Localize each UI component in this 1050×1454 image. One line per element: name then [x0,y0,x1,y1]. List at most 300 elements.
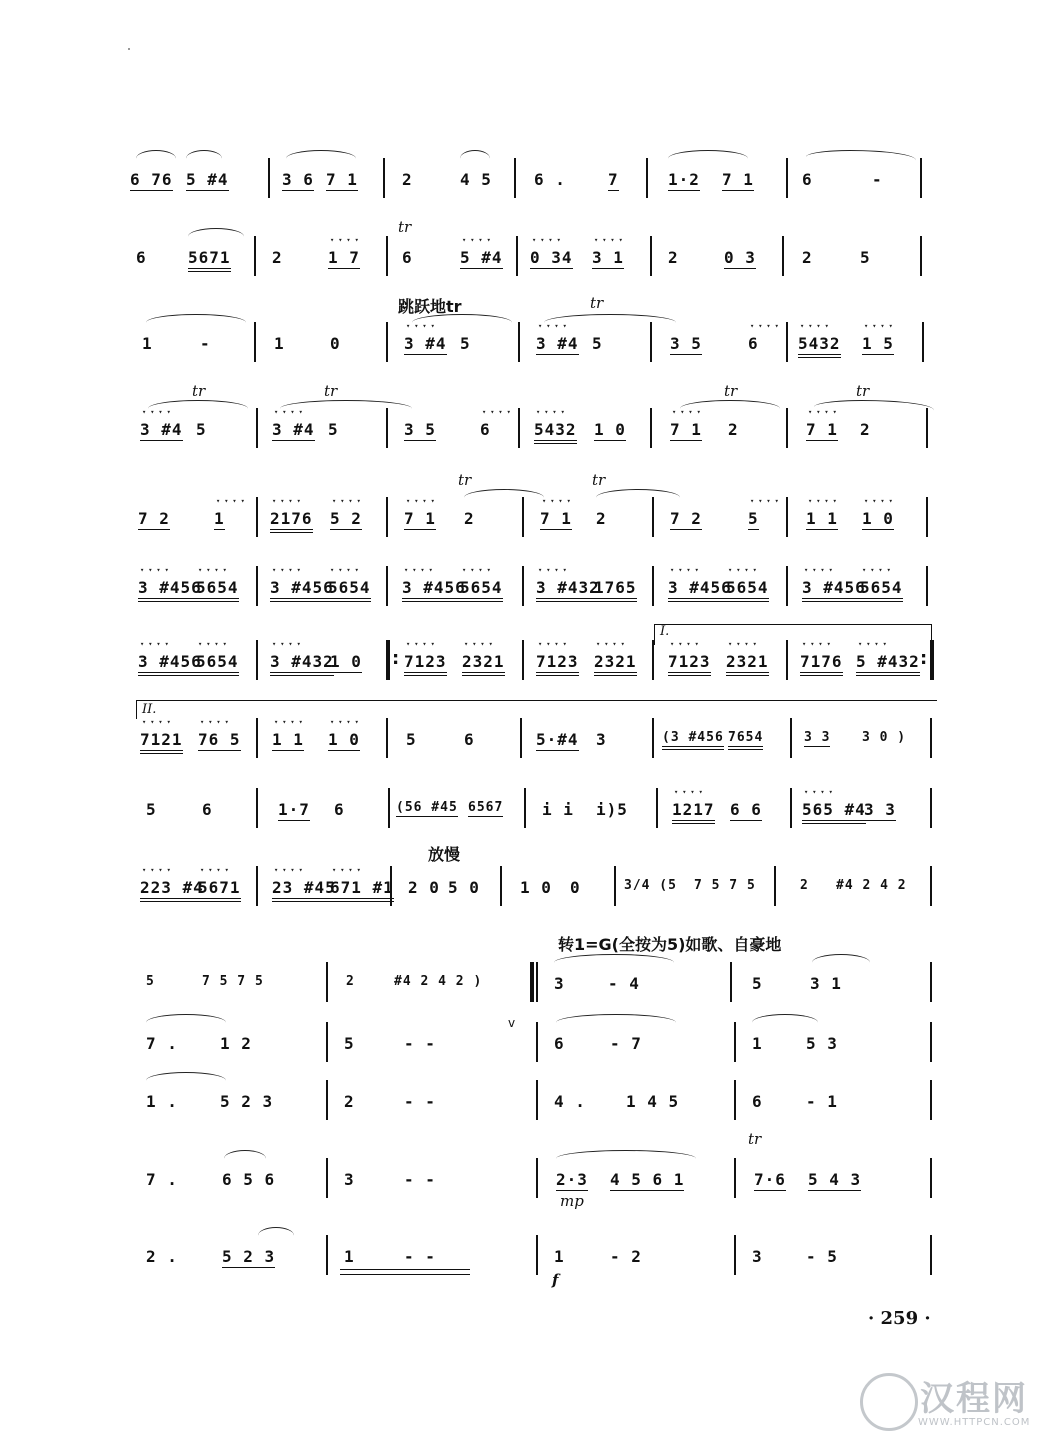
score-line-9 [0,788,1050,848]
slur [186,150,222,167]
note-group: - - [404,1092,436,1111]
note-group: ▾▾▾▾ 76 5 [198,730,241,751]
note-group: ▾▾▾▾ 7123 [536,652,579,676]
barline [386,322,388,362]
note-group: 4 5 [460,170,492,189]
slur [814,400,934,417]
barline [782,236,784,276]
note-group: 1 [752,1034,763,1053]
section-barline [530,962,534,1002]
barline [786,408,788,448]
note-group: 5 [460,334,471,353]
note-group: ▾▾▾▾ 2321 [726,652,769,676]
barline [786,497,788,537]
note-group: ▾▾▾▾ 7 1 [540,509,572,530]
barline [386,497,388,537]
note-group: 5·#4 [536,730,579,749]
barline [786,640,788,680]
note-group: ▾▾▾▾ 3 #432 [536,578,600,602]
note-group: 2 [344,1092,355,1111]
watermark-text: 汉程网 [920,1379,1028,1419]
note-group: 7 . [146,1034,178,1053]
note-group: - [872,170,883,189]
barline [536,1235,538,1275]
note-group: 3 0 ) [862,730,907,745]
note-group: ▾▾▾▾ 7 1 [806,420,838,441]
trill-mark: tr [192,382,206,400]
barline [786,158,788,198]
note-group: ▾▾▾▾ 5 #432 [856,652,920,676]
note-group: 5 #4 [186,170,229,189]
note-group: ▾▾▾▾ 5671 [198,878,241,902]
note-group: #4 2 4 2 ) [394,974,483,989]
repeat-end-barline [930,640,934,680]
barline [256,640,258,680]
note-group: 2 [800,878,809,893]
note-group: 3 3 [804,730,831,745]
note-group: ▾▾▾▾ 5654 [726,578,769,602]
note-group: 6 [334,800,345,819]
score-line-15 [0,1235,1050,1295]
note-group: 6 [202,800,213,819]
note-group: 7 5 7 5 [202,974,264,989]
slur [464,489,544,506]
slur [812,954,870,971]
note-group: - 7 [610,1034,642,1053]
score-line-5 [0,471,1050,557]
barline [926,566,928,606]
slur [146,1072,226,1089]
note-group: 6 [802,170,813,189]
note-group: ▾▾▾▾ 5 #4 [460,248,503,269]
note-group: ▾▾▾▾ 23 #45 [272,878,336,902]
trill-mark: tr [590,294,604,312]
note-group: 5 [146,800,157,819]
expression-slow: 放慢 [428,845,461,864]
watermark-logo-icon [860,1373,918,1431]
note-group: 2 [596,509,607,528]
note-group: ▾▾▾▾ 7 1 [404,509,436,530]
note-group: (56 #45 [396,800,458,815]
barline [326,1022,328,1062]
barline [500,866,502,906]
slur [258,1227,294,1244]
barline [256,566,258,606]
note-group: 6 . [534,170,566,189]
barline [930,788,932,828]
score-line-11 [0,962,1050,1022]
note-group: 2 [728,420,739,439]
barline [256,866,258,906]
note-group: ▾▾▾▾ 1 0 [328,730,360,751]
note-group: 1 0 [594,420,626,439]
note-group: 3 1 [810,974,842,993]
note-group: 2 [860,420,871,439]
barline [326,1158,328,1198]
barline [256,497,258,537]
note-group: ▾▾▾▾ 3 #456 [668,578,732,602]
barline [930,1158,932,1198]
note-group: 3 [344,1170,355,1189]
barline [646,158,648,198]
barline [388,788,390,828]
watermark-url: WWW.HTTPCN.COM [918,1417,1031,1428]
barline [386,566,388,606]
note-group: ▾▾▾▾ 3 #456 [138,578,202,602]
note-group: 3 [752,1247,763,1266]
note-group: - [200,334,211,353]
barline [524,788,526,828]
score-line-12 [0,1016,1050,1082]
score-line-4 [0,382,1050,468]
repeat-start-barline [386,640,390,680]
note-group: ▾▾▾▾ 1 1 [806,509,838,530]
barline [516,236,518,276]
note-group: ▾▾▾▾ 3 #456 [138,652,202,676]
note-group: ▾▾▾▾ 6 [748,334,759,353]
note-group: i)5 [596,800,628,819]
barline [656,788,658,828]
note-group: ▾▾▾▾ 5654 [860,578,903,602]
trill-mark: tr [324,382,338,400]
note-group: 1·7 [278,800,310,819]
note-group: ▾▾▾▾ 5654 [196,652,239,676]
repeat-dots: : [920,648,928,669]
barline [522,566,524,606]
note-group: ▾▾▾▾ 1217 [672,800,715,824]
note-group: 5 4 3 [808,1170,862,1189]
note-group: ▾▾▾▾ 7123 [668,652,711,676]
barline [930,1022,932,1062]
sustain-line [340,1269,470,1275]
barline [326,962,328,1002]
slur [554,954,674,971]
note-group: 2 [402,170,413,189]
barline [652,718,654,758]
note-group: ▾▾▾▾ 223 #4 [140,878,204,902]
expression-tiaoyue: 跳跃地tr [398,297,462,316]
score-line-1 [0,158,1050,218]
barline [536,1158,538,1198]
note-group: ▾▾▾▾ 3 #4 [140,420,183,441]
note-group: 1 [142,334,153,353]
note-group: 6 [554,1034,565,1053]
barline [383,158,385,198]
score-line-13 [0,1080,1050,1140]
score-line-14 [0,1130,1050,1218]
note-group: 4 5 6 1 [610,1170,685,1189]
note-group: 2 [464,509,475,528]
note-group: 2 [668,248,679,267]
note-group: - - [404,1247,436,1266]
note-group: ▾▾▾▾ 3 #456 [802,578,866,602]
note-group: 1 4 5 [626,1092,680,1111]
watermark [860,1365,1035,1435]
barline [930,962,932,1002]
note-group: 1 [274,334,285,353]
barline [922,322,924,362]
barline [786,566,788,606]
barline [734,1235,736,1275]
slur [412,314,512,331]
barline [930,1235,932,1275]
note-group: ▾▾▾▾ 5654 [196,578,239,602]
barline [326,1080,328,1120]
barline [652,640,654,680]
slur [286,150,356,167]
note-group: ▾▾▾▾ 671 #1 [330,878,394,902]
note-group: 1 0 [330,652,362,671]
note-group: 2 . [146,1247,178,1266]
barline [926,497,928,537]
note-group: 1 [344,1247,355,1266]
note-group: ▾▾▾▾ 3 #456 [402,578,466,602]
note-group: - - [404,1034,436,1053]
note-group: ▾▾▾▾ 7 1 [670,420,702,441]
barline [920,158,922,198]
barline [790,788,792,828]
note-group: 7 2 [138,509,170,528]
note-group: 1·2 [668,170,700,189]
note-group: 3 [554,974,565,993]
note-group: ▾▾▾▾ 2176 [270,509,313,533]
slur [544,314,676,331]
barline [268,158,270,198]
note-group: ▾▾▾▾ 2321 [594,652,637,676]
slur [752,1014,818,1031]
note-group: 5 3 [806,1034,838,1053]
note-group: 7·6 [754,1170,786,1189]
note-group: ▾▾▾▾ 7123 [404,652,447,676]
note-group: 6 [136,248,147,267]
scan-speck [128,48,130,50]
barline [920,236,922,276]
barline [774,866,776,906]
note-group: - 2 [610,1247,642,1266]
score-line-7 [0,624,1050,700]
slur [668,150,748,167]
note-group: ▾▾▾▾ 6 [480,420,491,439]
note-group: 3 5 [670,334,702,353]
note-group: 4 . [554,1092,586,1111]
note-group: 2 [802,248,813,267]
note-group: 7 1 [722,170,754,189]
barline [730,962,732,1002]
note-group: 0 [330,334,341,353]
barline [254,322,256,362]
note-group: ▾▾▾▾ 2321 [462,652,505,676]
dynamic-mp: mp [560,1192,584,1210]
note-group: 0 3 [724,248,756,267]
barline [734,1022,736,1062]
barline [518,408,520,448]
trill-mark: tr [856,382,870,400]
barline [520,718,522,758]
note-group: 7 2 [670,509,702,528]
note-group: ▾▾▾▾ 0 34 [530,248,573,269]
note-group: ▾▾▾▾ 1 [214,509,225,530]
volta-1-label: I. [660,624,670,639]
note-group: ▾▾▾▾ 3 #432 [270,652,334,676]
note-group: 6 6 [730,800,762,819]
trill-mark: tr [458,471,472,489]
note-group: 3 [596,730,607,749]
note-group: ▾▾▾▾ 1 7 [328,248,360,269]
slur [596,489,680,506]
slur [188,228,244,245]
note-group: 5 [196,420,207,439]
volta-bracket-2 [136,700,937,719]
page-number: · 259 · [868,1308,931,1329]
note-group: ▾▾▾▾ 5654 [328,578,371,602]
note-group: ▾▾▾▾ 1 1 [272,730,304,751]
note-group: 3 3 [864,800,896,819]
note-group: ▾▾▾▾ 7121 [140,730,183,754]
slur [136,150,176,167]
trill-mark: tr [398,218,412,236]
note-group: 6 [464,730,475,749]
note-group: 0 [570,878,581,897]
note-group: 1 . [146,1092,178,1111]
slur [224,1150,266,1167]
note-group: (3 #456 [662,730,724,750]
note-group: 5 [146,974,155,989]
barline [256,718,258,758]
note-group: ▾▾▾▾ 5 2 [330,509,362,530]
note-group: 1765 [594,578,637,602]
barline [254,236,256,276]
note-group: 5 [328,420,339,439]
barline [930,1080,932,1120]
note-group: ▾▾▾▾ 5432 [798,334,841,358]
barline [256,408,258,448]
score-line-10 [0,845,1050,926]
slur [460,150,490,167]
barline [536,1022,538,1062]
barline [614,866,616,906]
note-group: ▾▾▾▾ 3 #4 [272,420,315,441]
slur [806,150,916,167]
note-group: 7 [608,170,619,189]
barline [522,640,524,680]
note-group: - 1 [806,1092,838,1111]
note-group: 5 [860,248,871,267]
slur [556,1014,676,1031]
barline [734,1080,736,1120]
trill-mark: tr [592,471,606,489]
note-group: - 4 [608,974,640,993]
note-group: ▾▾▾▾ 5654 [460,578,503,602]
note-group: ▾▾▾▾ 5 [748,509,759,530]
note-group: 6 [752,1092,763,1111]
note-group: #4 2 4 2 [836,878,907,893]
note-group: 5 [406,730,417,749]
barline [386,236,388,276]
slur [556,1150,696,1167]
note-group: 7 1 [326,170,358,189]
breath-mark: v [508,1016,516,1030]
note-group: 7 . [146,1170,178,1189]
note-group: 3 6 [282,170,314,189]
slur [146,314,246,331]
note-group: ▾▾▾▾ 7176 [800,652,843,676]
slur [146,1014,226,1031]
barline [652,566,654,606]
slur [148,400,248,417]
score-line-2 [0,218,1050,296]
barline [256,788,258,828]
note-group: 5 [592,334,603,353]
note-group: 5 2 3 [220,1092,274,1111]
barline [536,962,538,1002]
barline [930,866,932,906]
note-group: 3/4 (5 [624,878,677,893]
barline [734,1158,736,1198]
note-group: ▾▾▾▾ 565 #4 [802,800,866,824]
note-group: ▾▾▾▾ 5432 [534,420,577,444]
note-group: ▾▾▾▾ 3 #4 [404,334,447,355]
score-line-3 [0,294,1050,382]
slur [280,400,412,417]
barline [326,1235,328,1275]
barline [790,718,792,758]
note-group: 2 0 [408,878,440,897]
slur [680,400,780,417]
note-group: 6 [402,248,413,267]
note-group: ▾▾▾▾ 1 5 [862,334,894,355]
note-group: 5 0 [448,878,480,897]
note-group: i i [542,800,574,819]
note-group: 6 76 [130,170,173,189]
barline [650,408,652,448]
repeat-dots: : [392,648,400,669]
note-group: - 5 [806,1247,838,1266]
barline [514,158,516,198]
note-group: ▾▾▾▾ 3 #4 [536,334,579,355]
barline [518,322,520,362]
score-line-8 [0,702,1050,778]
trill-mark: tr [724,382,738,400]
barline [650,236,652,276]
key-change-marking: 转1=G(全按为5)如歌、自豪地 [558,935,782,954]
barline [386,718,388,758]
note-group: - - [404,1170,436,1189]
note-group: 7 5 7 5 [694,878,756,893]
note-group: 5 [752,974,763,993]
note-group: 5 2 3 [222,1247,276,1266]
note-group: 6 5 6 [222,1170,276,1189]
note-group: 2 [272,248,283,267]
note-group: 1 [554,1247,565,1266]
note-group: 2·3 [556,1170,588,1189]
score-line-6 [0,566,1050,626]
trill-mark: tr [748,1130,762,1148]
note-group: 6567 [468,800,504,815]
note-group: ▾▾▾▾ 3 #456 [270,578,334,602]
note-group: 5 [344,1034,355,1053]
note-group: ▾▾▾▾ 3 1 [592,248,624,269]
note-group: 2 [346,974,355,989]
barline [536,1080,538,1120]
barline [930,718,932,758]
volta-2-label: II. [142,702,157,717]
note-group: 3 5 [404,420,436,439]
note-group: 5671 [188,248,231,272]
dynamic-f: f [552,1271,559,1289]
note-group: 1 0 [520,878,552,897]
note-group: 7654 [728,730,763,750]
note-group: ▾▾▾▾ 1 0 [862,509,894,530]
